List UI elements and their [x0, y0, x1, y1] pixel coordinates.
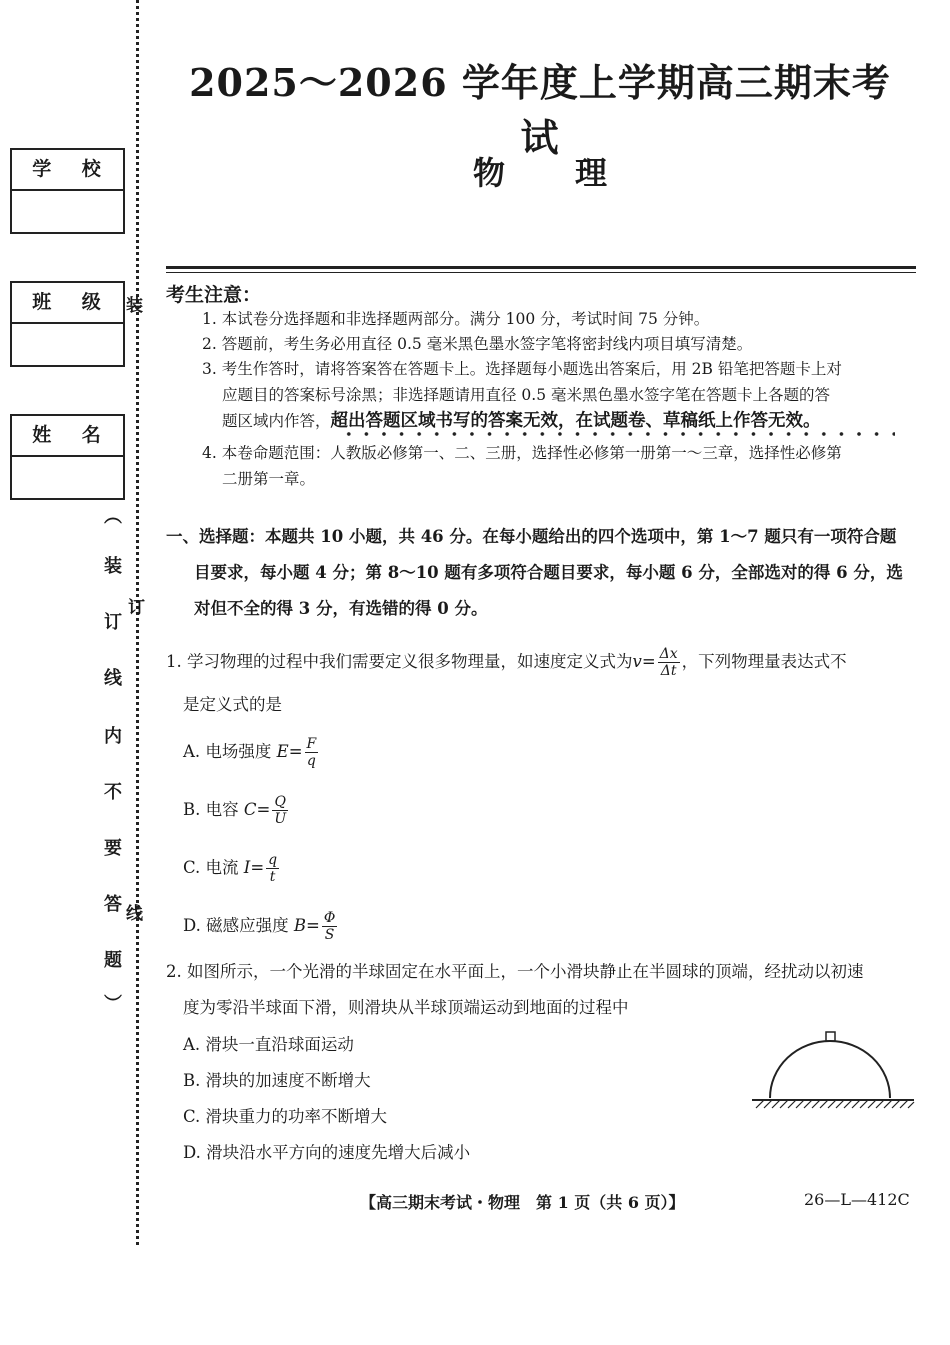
question-2-stem-cont: 度为零沿半球面下滑，则滑块从半球顶端运动到地面的过程中: [183, 998, 629, 1017]
question-2-stem: 2. 如图所示，一个光滑的半球固定在水平面上，一个小滑块静止在半圆球的顶端，经扰动以初速: [166, 962, 864, 981]
vertical-char: 线: [104, 668, 122, 689]
fraction-denominator: Δt: [660, 663, 677, 679]
fraction-numerator: Δx: [659, 646, 678, 662]
exam-title: 2025～2026 学年度上学期高三期末考试: [189, 60, 891, 160]
notice-item-3-line2: 应题目的答案标号涂黑；非选择题请用直径 0.5 毫米黑色墨水签字笔在答题卡上各题的答: [222, 386, 831, 404]
notice-item-3-line1: 3. 考生作答时，请将答案答在答题卡上。选择题每小题选出答案后，用 2B 铅笔把答题卡上对: [202, 360, 842, 378]
question-2-option-b: B. 滑块的加速度不断增大: [183, 1071, 371, 1090]
option-symbol: E: [276, 742, 289, 761]
class-label: 班 级: [12, 283, 123, 324]
notice-item-4-line2: 二册第一章。: [222, 470, 316, 488]
question-1-option-b: B. 电容 C= $\frac{Q}{U}$: [183, 794, 287, 827]
question-1-option-a: A. 电场强度 E= $\frac{F}{q}$: [183, 736, 317, 769]
page-footer: 【高三期末考试・物理 第 1 页（共 6 页）】: [360, 1193, 685, 1212]
notice-title: 考生注意：: [166, 284, 262, 306]
question-1-option-c: C. 电流 I= $\frac{q}{t}$: [183, 852, 278, 885]
question-2-option-c: C. 滑块重力的功率不断增大: [183, 1107, 388, 1126]
notice-item-2: 2. 答题前，考生务必用直径 0.5 毫米黑色墨水签字笔将密封线内项目填写清楚。: [202, 335, 753, 353]
school-box: [10, 148, 125, 234]
hemisphere-outline: [770, 1041, 890, 1098]
notice-item-3-plain: 题区域内作答，: [222, 412, 331, 430]
question-1-option-d: D. 磁感应强度 B= $\frac{\Phi}{S}$: [183, 910, 336, 943]
section-instructions: [166, 519, 922, 627]
fraction-numerator: Q: [274, 794, 286, 810]
question-1-stem: [166, 646, 922, 679]
slider-block: [826, 1032, 835, 1041]
vertical-char: ︵: [104, 506, 122, 527]
paper-code: 26—L—412C: [804, 1190, 910, 1209]
question-1-text-cont: ，下列物理量表达式不: [681, 652, 847, 671]
fraction-denominator: t: [269, 869, 276, 885]
vertical-char: 答: [104, 894, 122, 915]
vertical-char: 装: [104, 556, 122, 577]
notice-item-4-line1: 4. 本卷命题范围：人教版必修第一、二、三册，选择性必修第一册第一～三章，选择性必修第: [202, 444, 842, 462]
option-label: A. 电场强度: [183, 742, 277, 761]
binding-xian: 线: [126, 904, 143, 924]
name-box: [10, 414, 125, 500]
option-fraction: [305, 736, 319, 769]
fraction-denominator: U: [274, 811, 287, 827]
option-label: D. 磁感应强度: [183, 916, 294, 935]
section-line-2: 目要求，每小题 4 分；第 8～10 题有多项符合题目要求，每小题 6 分，全部选对的得 6 分，选: [194, 563, 903, 582]
option-fraction: [322, 910, 337, 943]
header-rule: [166, 266, 916, 269]
notice-item-1: 1. 本试卷分选择题和非选择题两部分。满分 100 分，考试时间 75 分钟。: [202, 310, 710, 328]
binding-dotted-line: [136, 0, 139, 1245]
school-label: 学 校: [12, 150, 123, 191]
section-line-1: 一、选择题：本题共 10 小题，共 46 分。在每小题给出的四个选项中，第 1～7 题只有一项符合题: [166, 527, 897, 546]
binding-ding: 订: [128, 598, 145, 618]
question-2-option-a: A. 滑块一直沿球面运动: [183, 1035, 354, 1054]
velocity-symbol: v: [632, 652, 642, 671]
fraction-numerator: F: [306, 736, 317, 752]
option-symbol: B: [293, 916, 307, 935]
question-1-stem-cont: 是定义式的是: [183, 695, 282, 714]
fraction-numerator: q: [268, 852, 278, 868]
vertical-char: 题: [104, 950, 122, 971]
velocity-fraction: [658, 646, 680, 679]
equals-sign: =: [641, 652, 656, 671]
binding-zhuang: 装: [126, 296, 143, 316]
option-fraction: [272, 794, 288, 827]
option-symbol: C: [243, 800, 257, 819]
notice-emphasis: 超出答题区域书写的答案无效，在试题卷、草稿纸上作答无效。: [330, 411, 821, 431]
option-label: C. 电流: [183, 858, 244, 877]
exam-subject: 物理: [472, 154, 677, 192]
emphasis-dots: [340, 431, 895, 437]
question-1-text: 1. 学习物理的过程中我们需要定义很多物理量，如速度定义式为: [166, 652, 633, 671]
name-label: 姓 名: [12, 416, 123, 457]
vertical-char: 要: [104, 838, 122, 859]
hemisphere-diagram: [750, 1028, 920, 1112]
ground-hatching: [756, 1100, 914, 1108]
header-rule-thin: [166, 272, 916, 273]
option-symbol: I: [243, 858, 251, 877]
fraction-denominator: S: [324, 927, 335, 943]
option-fraction: [266, 852, 279, 885]
vertical-char: 不: [104, 782, 122, 803]
section-line-3: 对但不全的得 3 分，有选错的得 0 分。: [194, 599, 488, 618]
question-2-option-d: D. 滑块沿水平方向的速度先增大后减小: [183, 1143, 471, 1162]
fraction-denominator: q: [306, 753, 316, 769]
vertical-char: 内: [104, 726, 122, 747]
vertical-char: ︶: [104, 994, 122, 1015]
fraction-numerator: Φ: [323, 910, 336, 926]
vertical-char: 订: [104, 612, 122, 633]
option-label: B. 电容: [183, 800, 244, 819]
class-box: [10, 281, 125, 367]
